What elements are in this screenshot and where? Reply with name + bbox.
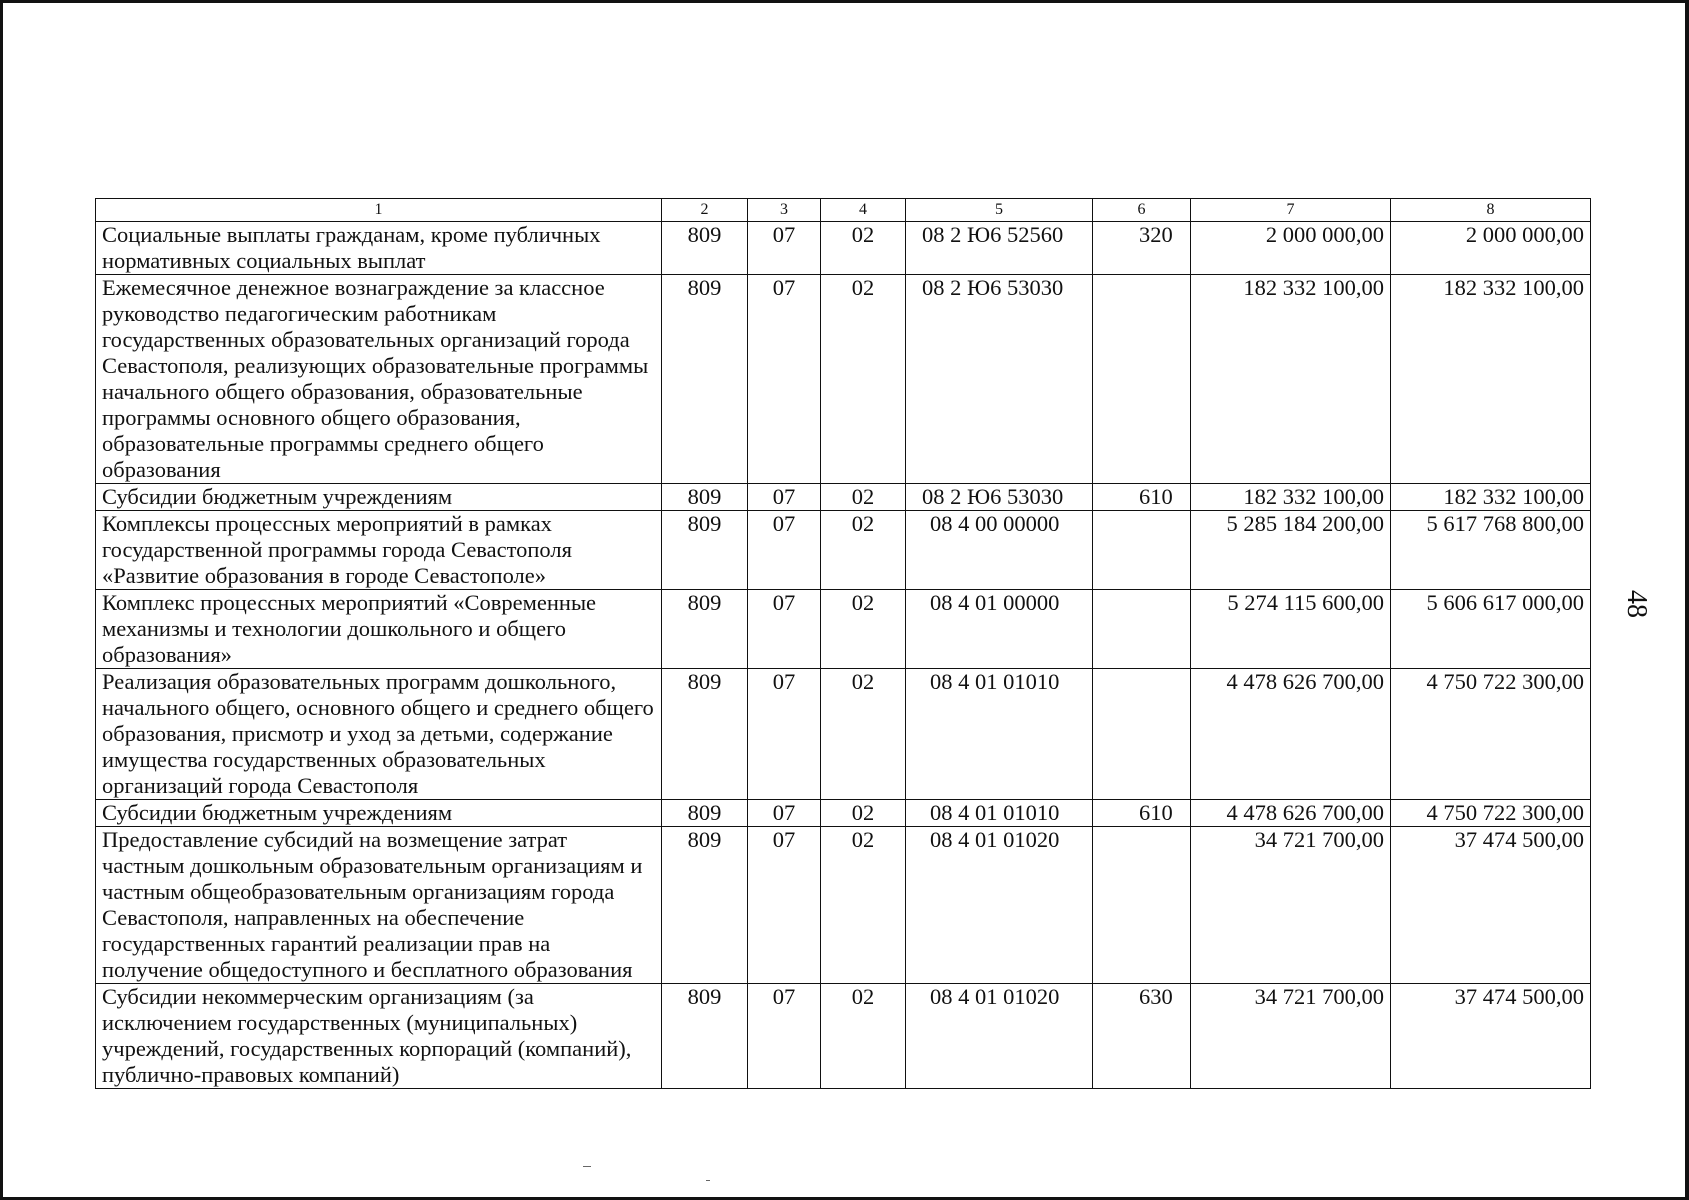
row-vr: 610 bbox=[1093, 484, 1191, 511]
row-name: Субсидии бюджетным учреждениям bbox=[96, 484, 662, 511]
row-razdel: 07 bbox=[748, 800, 821, 827]
row-csr: 08 2 Ю6 53030 bbox=[906, 275, 1093, 484]
header-cell: 7 bbox=[1191, 199, 1391, 222]
row-csr: 08 4 01 01020 bbox=[906, 984, 1093, 1089]
row-sum-2: 5 606 617 000,00 bbox=[1391, 590, 1591, 669]
row-vedomstvo: 809 bbox=[662, 669, 748, 800]
row-sum-2: 37 474 500,00 bbox=[1391, 827, 1591, 984]
row-sum-2: 37 474 500,00 bbox=[1391, 984, 1591, 1089]
row-vedomstvo: 809 bbox=[662, 275, 748, 484]
row-vr bbox=[1093, 827, 1191, 984]
row-podrazdel: 02 bbox=[821, 827, 906, 984]
row-razdel: 07 bbox=[748, 984, 821, 1089]
row-csr: 08 4 01 01010 bbox=[906, 800, 1093, 827]
row-name: Комплексы процессных мероприятий в рамках государственной программы города Севастополя «Развитие образования в городе Севастополе» bbox=[96, 511, 662, 590]
row-vedomstvo: 809 bbox=[662, 827, 748, 984]
row-name: Предоставление субсидий на возмещение затрат частным дошкольным образовательным организациям и частным общеобразовательным организациям города Севастополя, направленных на обеспечение государственных гарантий реализации прав на получение общедоступного и бесплатного образования bbox=[96, 827, 662, 984]
row-vedomstvo: 809 bbox=[662, 511, 748, 590]
row-podrazdel: 02 bbox=[821, 984, 906, 1089]
table-row bbox=[96, 800, 1591, 827]
row-sum-1: 4 478 626 700,00 bbox=[1191, 800, 1391, 827]
budget-table bbox=[95, 198, 1591, 1089]
row-podrazdel: 02 bbox=[821, 800, 906, 827]
row-podrazdel: 02 bbox=[821, 590, 906, 669]
row-sum-1: 34 721 700,00 bbox=[1191, 827, 1391, 984]
header-cell: 3 bbox=[748, 199, 821, 222]
header-cell: 8 bbox=[1391, 199, 1591, 222]
row-csr: 08 4 01 00000 bbox=[906, 590, 1093, 669]
row-vedomstvo: 809 bbox=[662, 222, 748, 275]
row-csr: 08 4 01 01020 bbox=[906, 827, 1093, 984]
table-row bbox=[96, 222, 1591, 275]
row-razdel: 07 bbox=[748, 484, 821, 511]
table-row bbox=[96, 827, 1591, 984]
table-row bbox=[96, 275, 1591, 484]
scan-speck bbox=[706, 1180, 710, 1181]
row-sum-1: 5 285 184 200,00 bbox=[1191, 511, 1391, 590]
row-vedomstvo: 809 bbox=[662, 484, 748, 511]
row-vr: 630 bbox=[1093, 984, 1191, 1089]
row-sum-2: 182 332 100,00 bbox=[1391, 484, 1591, 511]
row-razdel: 07 bbox=[748, 275, 821, 484]
row-name: Ежемесячное денежное вознаграждение за классное руководство педагогическим работникам государственных образовательных организаций города Севастополя, реализующих образовательные программы начального общего образования, образовательные программы основного общего образования, образовательные программы среднего общего образования bbox=[96, 275, 662, 484]
row-vedomstvo: 809 bbox=[662, 800, 748, 827]
row-csr: 08 2 Ю6 53030 bbox=[906, 484, 1093, 511]
row-razdel: 07 bbox=[748, 590, 821, 669]
row-podrazdel: 02 bbox=[821, 275, 906, 484]
header-cell: 5 bbox=[906, 199, 1093, 222]
row-sum-2: 5 617 768 800,00 bbox=[1391, 511, 1591, 590]
scan-speck bbox=[583, 1166, 591, 1167]
row-vr bbox=[1093, 275, 1191, 484]
header-cell: 2 bbox=[662, 199, 748, 222]
table-row bbox=[96, 511, 1591, 590]
row-razdel: 07 bbox=[748, 827, 821, 984]
row-sum-2: 4 750 722 300,00 bbox=[1391, 800, 1591, 827]
header-cell: 4 bbox=[821, 199, 906, 222]
table-row bbox=[96, 484, 1591, 511]
row-podrazdel: 02 bbox=[821, 669, 906, 800]
scan-border-top bbox=[0, 0, 1689, 3]
header-cell: 6 bbox=[1093, 199, 1191, 222]
table-header-row bbox=[96, 199, 1591, 222]
scan-border-right bbox=[1685, 0, 1689, 1200]
row-name: Реализация образовательных программ дошкольного, начального общего, основного общего и среднего общего образования, присмотр и уход за детьми, содержание имущества государственных образовательных организаций города Севастополя bbox=[96, 669, 662, 800]
row-sum-1: 34 721 700,00 bbox=[1191, 984, 1391, 1089]
row-sum-1: 2 000 000,00 bbox=[1191, 222, 1391, 275]
table-row bbox=[96, 984, 1591, 1089]
row-name: Субсидии некоммерческим организациям (за исключением государственных (муниципальных) учреждений, государственных корпораций (компаний), публично-правовых компаний) bbox=[96, 984, 662, 1089]
row-vr bbox=[1093, 590, 1191, 669]
row-vr: 610 bbox=[1093, 800, 1191, 827]
row-csr: 08 4 01 01010 bbox=[906, 669, 1093, 800]
row-razdel: 07 bbox=[748, 511, 821, 590]
row-razdel: 07 bbox=[748, 222, 821, 275]
row-name: Комплекс процессных мероприятий «Современные механизмы и технологии дошкольного и общего образования» bbox=[96, 590, 662, 669]
row-sum-1: 182 332 100,00 bbox=[1191, 275, 1391, 484]
table-row bbox=[96, 669, 1591, 800]
row-podrazdel: 02 bbox=[821, 484, 906, 511]
row-sum-1: 182 332 100,00 bbox=[1191, 484, 1391, 511]
row-podrazdel: 02 bbox=[821, 222, 906, 275]
row-vedomstvo: 809 bbox=[662, 984, 748, 1089]
row-csr: 08 4 00 00000 bbox=[906, 511, 1093, 590]
row-name: Субсидии бюджетным учреждениям bbox=[96, 800, 662, 827]
row-csr: 08 2 Ю6 52560 bbox=[906, 222, 1093, 275]
row-name: Социальные выплаты гражданам, кроме публичных нормативных социальных выплат bbox=[96, 222, 662, 275]
row-razdel: 07 bbox=[748, 669, 821, 800]
row-vr bbox=[1093, 511, 1191, 590]
row-vr: 320 bbox=[1093, 222, 1191, 275]
row-sum-1: 4 478 626 700,00 bbox=[1191, 669, 1391, 800]
row-vedomstvo: 809 bbox=[662, 590, 748, 669]
row-vr bbox=[1093, 669, 1191, 800]
page-number: 48 bbox=[1621, 590, 1652, 618]
row-sum-2: 182 332 100,00 bbox=[1391, 275, 1591, 484]
row-sum-2: 2 000 000,00 bbox=[1391, 222, 1591, 275]
table-row bbox=[96, 590, 1591, 669]
row-sum-2: 4 750 722 300,00 bbox=[1391, 669, 1591, 800]
scan-border-left bbox=[0, 0, 3, 1200]
row-sum-1: 5 274 115 600,00 bbox=[1191, 590, 1391, 669]
header-cell: 1 bbox=[96, 199, 662, 222]
row-podrazdel: 02 bbox=[821, 511, 906, 590]
